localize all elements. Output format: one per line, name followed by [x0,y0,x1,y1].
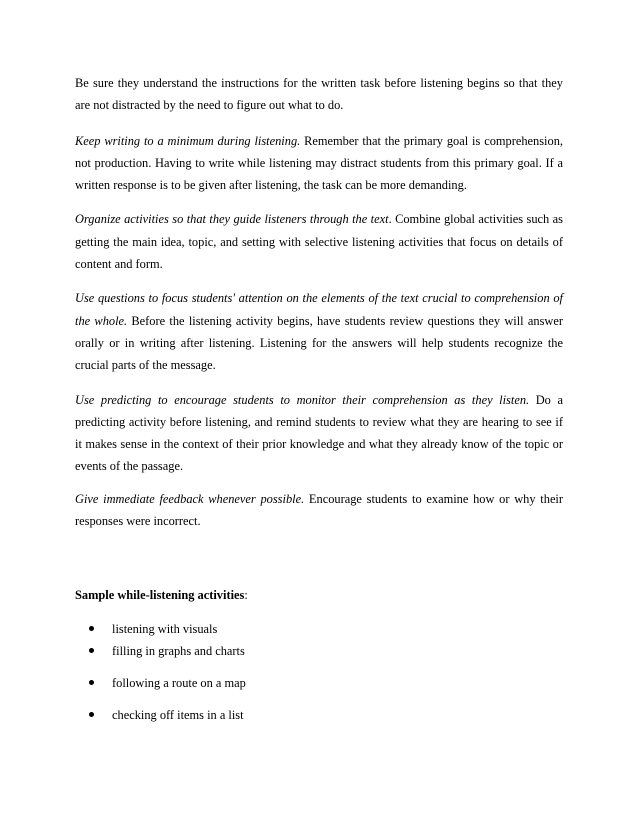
document-page [75,72,564,722]
list-item [75,672,246,694]
bullet-icon [89,626,94,631]
paragraph-use-questions [75,287,563,376]
paragraph-text: Before the listening activity begins, have students review questions they will answer orally or in writing after listening. Listening for the answers will help students recognize the crucial parts of the message. [75,313,563,373]
paragraph-text: Remember that the primary goal is comprehension, not production. Having to write while listening may distract students from this primary goal. If a written response is to be given after listening, the task can be more demanding. [75,133,563,193]
paragraph-text: Encourage students to examine how or why their responses were incorrect. [75,491,564,529]
list-item-text: following a route on a map [112,676,246,690]
list-item-text: listening with visuals [112,622,218,636]
list-item [75,704,246,726]
paragraph-lead: Give immediate feedback whenever possible. [75,491,305,506]
paragraph-lead: Use questions to focus students' attention on the elements of the text crucial to comprehension of the whole. [75,291,563,328]
paragraph-text: . Combine global activities such as getting the main idea, topic, and setting with selective listening activities that focus on details of content and form. [75,212,564,272]
paragraph-lead: Keep writing to a minimum during listening. [75,133,301,148]
paragraph-keep-writing [75,130,563,197]
section-heading-suffix: : [244,588,248,602]
paragraph-text: Do a predicting activity before listening, and remind students to review what they are hearing to see if it makes sense in the context of their prior knowledge and what they already know of the topic or events of the passage. [75,392,563,474]
paragraph-instructions [75,72,563,117]
paragraph-lead: Use predicting to encourage students to monitor their comprehension as they listen. [75,392,530,407]
list-item [75,618,246,640]
section-heading [75,584,248,606]
bullet-icon [89,712,94,717]
list-item-text: checking off items in a list [112,708,244,722]
activity-list [75,618,246,726]
list-item [75,640,246,662]
paragraph-text: Be sure they understand the instructions for the written task before listening begins so that they are not distracted by the need to figure out what to do. [75,76,563,113]
paragraph-lead: Organize activities so that they guide listeners through the text [75,212,389,227]
section-heading-bold: Sample while-listening activities [75,588,245,602]
paragraph-use-predicting [75,389,563,478]
bullet-icon [89,648,94,653]
list-item-text: filling in graphs and charts [112,644,245,658]
bullet-icon [89,680,94,685]
paragraph-organize-activities [75,208,563,275]
paragraph-feedback [75,488,563,533]
